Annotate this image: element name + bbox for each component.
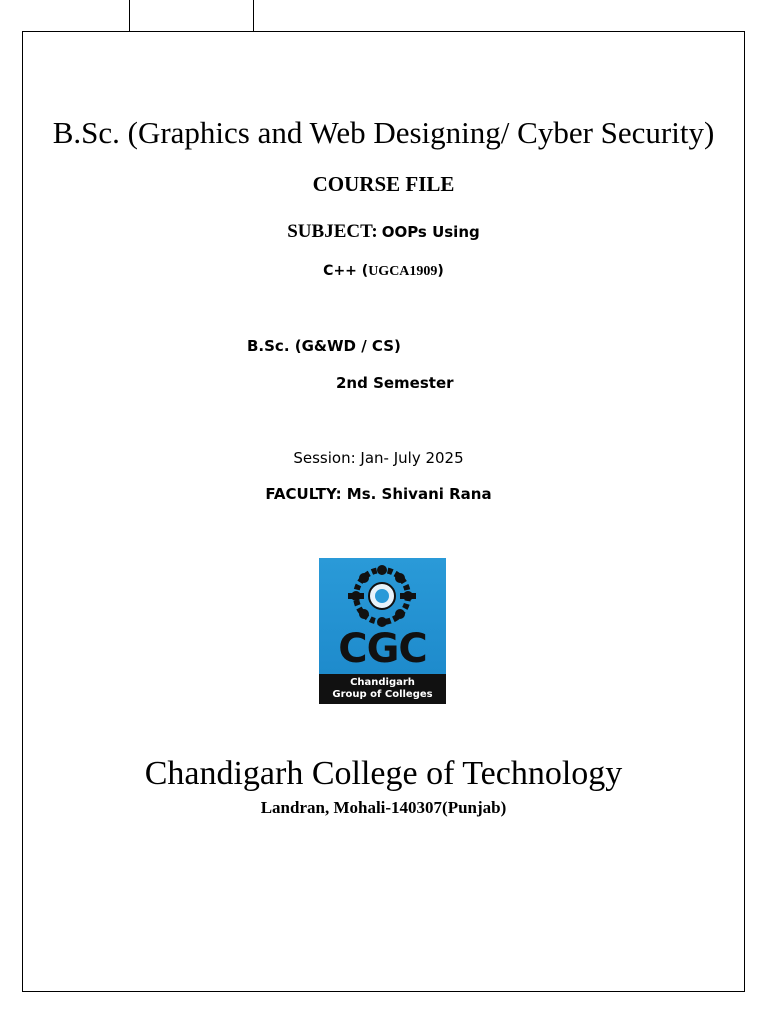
document-type: COURSE FILE: [312, 172, 455, 196]
gear-ring-icon: [319, 558, 446, 628]
semester: 2nd Semester: [336, 374, 454, 392]
subject-label: SUBJECT:: [287, 221, 378, 242]
session: Session: Jan- July 2025: [293, 449, 464, 467]
faculty: FACULTY: Ms. Shivani Rana: [265, 485, 492, 503]
logo-line-2: Group of Colleges: [332, 689, 433, 700]
header-divider-left: [129, 0, 130, 31]
page-border: [22, 31, 745, 992]
subject-code-line: [23, 262, 744, 280]
subject-code: UGCA1909: [368, 264, 438, 279]
logo-abbr: CGC: [338, 626, 427, 672]
subject-line: [23, 221, 744, 243]
program-short: B.Sc. (G&WD / CS): [247, 337, 401, 355]
college-name: Chandigarh College of Technology: [144, 755, 623, 792]
subject-name: OOPs Using: [381, 223, 480, 241]
subject-code-prefix: C++ (: [323, 263, 369, 279]
header-divider-right: [253, 0, 254, 31]
subject-code-suffix: ): [437, 263, 444, 279]
logo-caption: [319, 674, 446, 704]
college-logo: [319, 558, 446, 704]
program-title: B.Sc. (Graphics and Web Designing/ Cyber Security): [52, 115, 715, 150]
college-address: Landran, Mohali-140307(Punjab): [260, 798, 507, 817]
logo-line-1: Chandigarh: [350, 677, 415, 688]
